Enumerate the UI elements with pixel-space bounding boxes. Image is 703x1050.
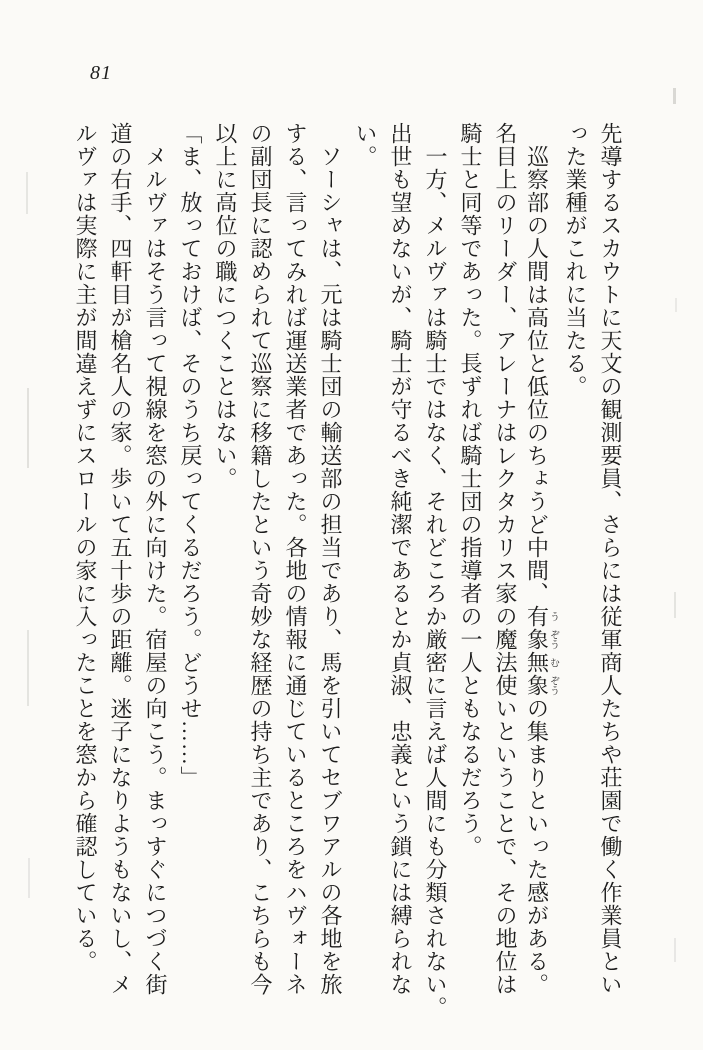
text-line: 以上に高位の職につくことはない。 xyxy=(213,122,238,490)
text-line: ソーシャは、元は騎士団の輸送部の担当であり、馬を引いてセブワアルの各地を旅 xyxy=(318,145,343,996)
scan-artifact xyxy=(673,88,676,104)
text-line: する、言ってみれば運送業者であった。各地の情報に通じているところをハヴォーネ xyxy=(283,122,308,996)
text-line: 道の右手、四軒目が槍名人の家。歩いて五十歩の距離。迷子になりようもないし、メ xyxy=(108,122,133,996)
text-line: メルヴァはそう言って視線を窓の外に向けた。宿屋の向こう。まっすぐにつづく街 xyxy=(143,145,168,996)
scan-artifact xyxy=(27,388,29,468)
text-line: 名目上のリーダー、アレーナはレクタカリス家の魔法使いということで、その地位は xyxy=(493,122,518,996)
text-line: ルヴァは実際に主が間違えずにスロールの家に入ったことを窓から確認している。 xyxy=(73,122,98,973)
text-line: 出世も望めないが、騎士が守るべき純潔であるとか貞淑、忠義という鎖には縛られな xyxy=(388,122,413,996)
text-line: 巡察部の人間は高位と低位のちょうど中間、有う象ぞう無む象ぞうの集まりといった感がある。 xyxy=(524,145,559,996)
text-line: 一方、メルヴァは騎士ではなく、それどころか厳密に言えば人間にも分類されない。 xyxy=(423,145,448,1019)
scan-artifact xyxy=(26,172,28,214)
scan-artifact xyxy=(28,858,30,898)
text-line: 騎士と同等であった。長ずれば騎士団の指導者の一人ともなるだろう。 xyxy=(458,122,483,858)
scan-artifact xyxy=(675,298,677,312)
text-line: 先導するスカウトに天文の観測要員、さらには従軍商人たちや荘園で働く作業員とい xyxy=(598,122,623,996)
scan-artifact xyxy=(674,592,676,618)
scan-artifact xyxy=(674,938,676,962)
text-line: の副団長に認められて巡察に移籍したという奇妙な経歴の持ち主であり、こちらも今 xyxy=(248,122,273,996)
scan-artifact xyxy=(27,630,29,706)
text-line: い。 xyxy=(353,122,378,168)
text-line: 「ま、放っておけば、そのうち戻ってくるだろう。どうせ……」 xyxy=(178,122,203,789)
page-number: 81 xyxy=(90,62,112,84)
furigana-ruby: 有う象ぞう無む象ぞう xyxy=(524,605,559,697)
text-line: った業種がこれに当たる。 xyxy=(563,122,588,398)
text-columns xyxy=(68,122,628,1019)
